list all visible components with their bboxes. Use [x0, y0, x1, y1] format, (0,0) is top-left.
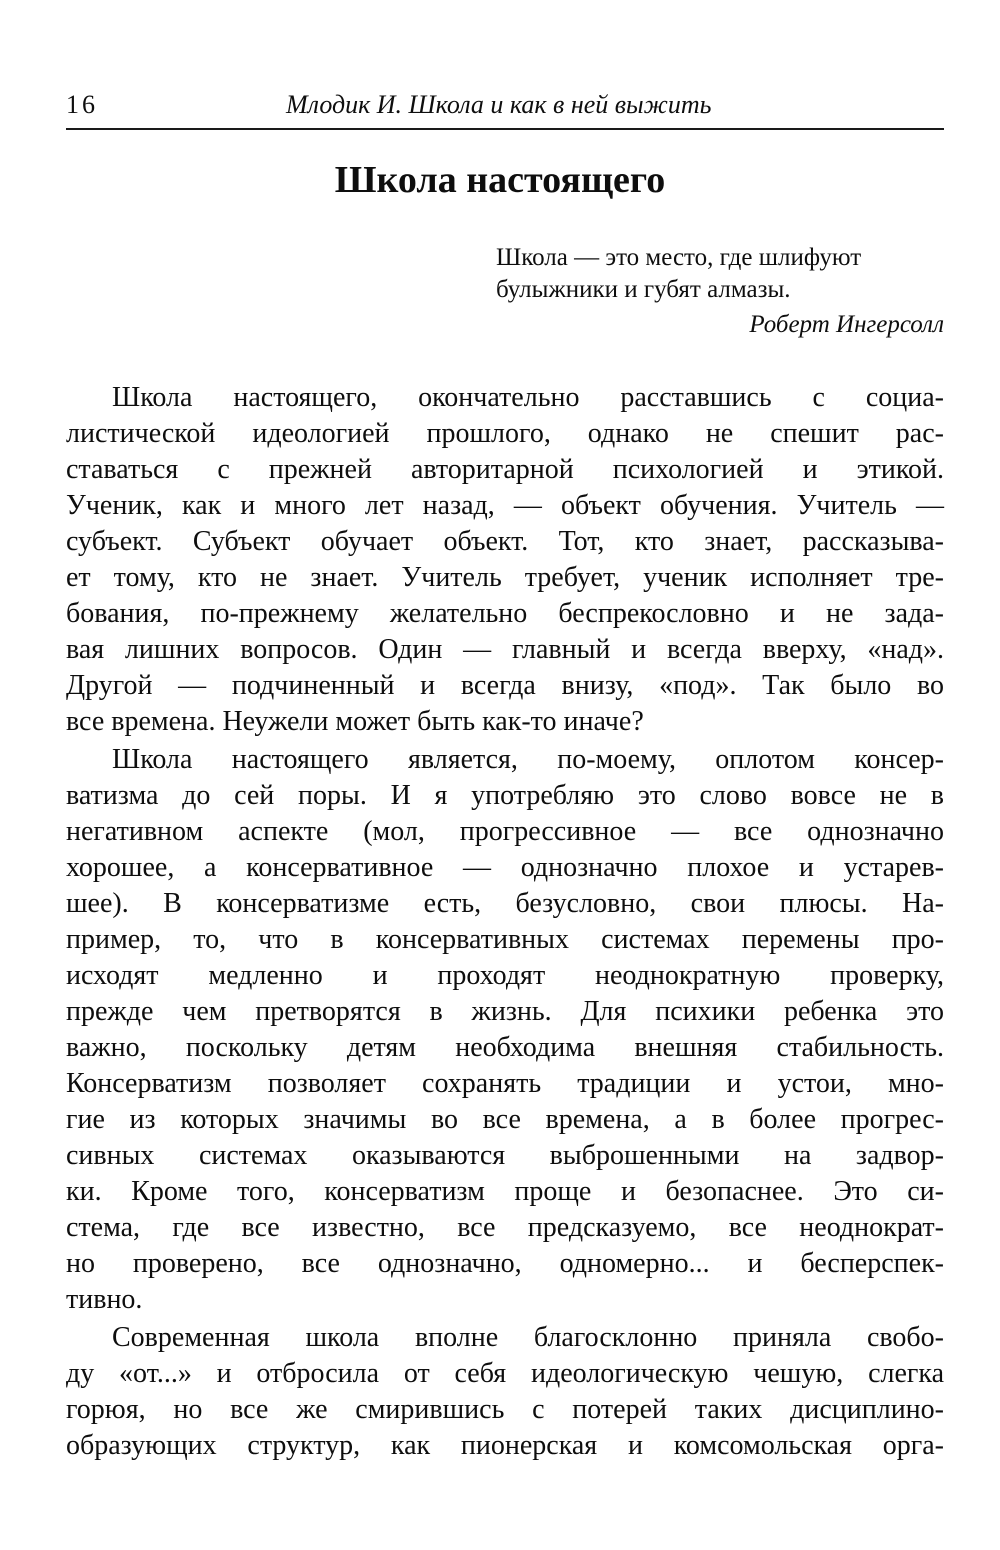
text-line: бования, по-прежнему желательно беспрекословно и не зада- [66, 598, 944, 629]
text-line: прежде чем претворятся в жизнь. Для психики ребенка это [66, 996, 944, 1027]
text-line: стема, где все известно, все предсказуемо, все неоднократ- [66, 1212, 944, 1243]
text-line: хорошее, а консервативное — однозначно плохое и устарев- [66, 852, 944, 883]
text-line: гие из которых значимы во все времена, а в более прогрес- [66, 1104, 944, 1135]
text-line: Школа настоящего является, по-моему, оплотом консер- [112, 744, 944, 775]
text-line: тивно. [66, 1284, 143, 1315]
chapter-title: Школа настоящего [334, 159, 666, 201]
running-header [66, 88, 944, 130]
text-line: негативном аспекте (мол, прогрессивное — все однозначно [66, 816, 944, 847]
text-line: горюя, но все же смирившись с потерей таких дисциплино- [66, 1394, 944, 1425]
epigraph-line: Школа — это место, где шлифуют [496, 244, 862, 271]
page-number: 16 [66, 90, 98, 119]
text-line: но проверено, все однозначно, одномерно... и бесперспек- [66, 1248, 944, 1279]
text-line: важно, поскольку детям необходима внешняя стабильность. [66, 1032, 944, 1063]
paragraph-1 [66, 380, 944, 740]
text-line: листической идеологией прошлого, однако не спешит рас- [66, 418, 944, 449]
text-line: Современная школа вполне благосклонно приняла свобо- [112, 1322, 944, 1353]
text-line: ставаться с прежней авторитарной психологией и этикой. [66, 454, 944, 485]
text-line: исходят медленно и проходят неоднократную проверку, [66, 960, 944, 991]
text-line: Другой — подчиненный и всегда внизу, «под». Так было во [66, 670, 944, 701]
text-line: шее). В консерватизме есть, безусловно, свои плюсы. На- [66, 888, 944, 919]
epigraph-line: булыжники и губят алмазы. [496, 276, 791, 303]
paragraph-3 [66, 1320, 944, 1464]
running-title: Млодик И. Школа и как в ней выжить [286, 90, 712, 119]
text-line: Консерватизм позволяет сохранять традиции и устои, мно- [66, 1068, 944, 1099]
text-line: сивных системах оказываются выброшенными на задвор- [66, 1140, 944, 1171]
text-line: ватизма до сей поры. И я употребляю это слово вовсе не в [66, 780, 944, 811]
text-line: Школа настоящего, окончательно расставшись с социа- [112, 382, 944, 413]
text-line: пример, то, что в консервативных системах перемены про- [66, 924, 944, 955]
epigraph [496, 242, 948, 306]
epigraph-author: Роберт Ингерсолл [749, 311, 944, 338]
text-line: вая лишних вопросов. Один — главный и всегда вверху, «над». [66, 634, 944, 665]
text-line: ет тому, кто не знает. Учитель требует, ученик исполняет тре- [66, 562, 944, 593]
text-line: образующих структур, как пионерская и комсомольская орга- [66, 1430, 944, 1461]
paragraph-2 [66, 742, 944, 1318]
text-line: ки. Кроме того, консерватизм проще и безопаснее. Это си- [66, 1176, 944, 1207]
text-line: ду «от...» и отбросила от себя идеологическую чешую, слегка [66, 1358, 944, 1389]
text-line: все времена. Неужели может быть как-то иначе? [66, 706, 644, 737]
body-text [66, 380, 944, 1464]
text-line: субъект. Субъект обучает объект. Тот, кто знает, рассказыва- [66, 526, 944, 557]
text-line: Ученик, как и много лет назад, — объект обучения. Учитель — [66, 490, 944, 521]
